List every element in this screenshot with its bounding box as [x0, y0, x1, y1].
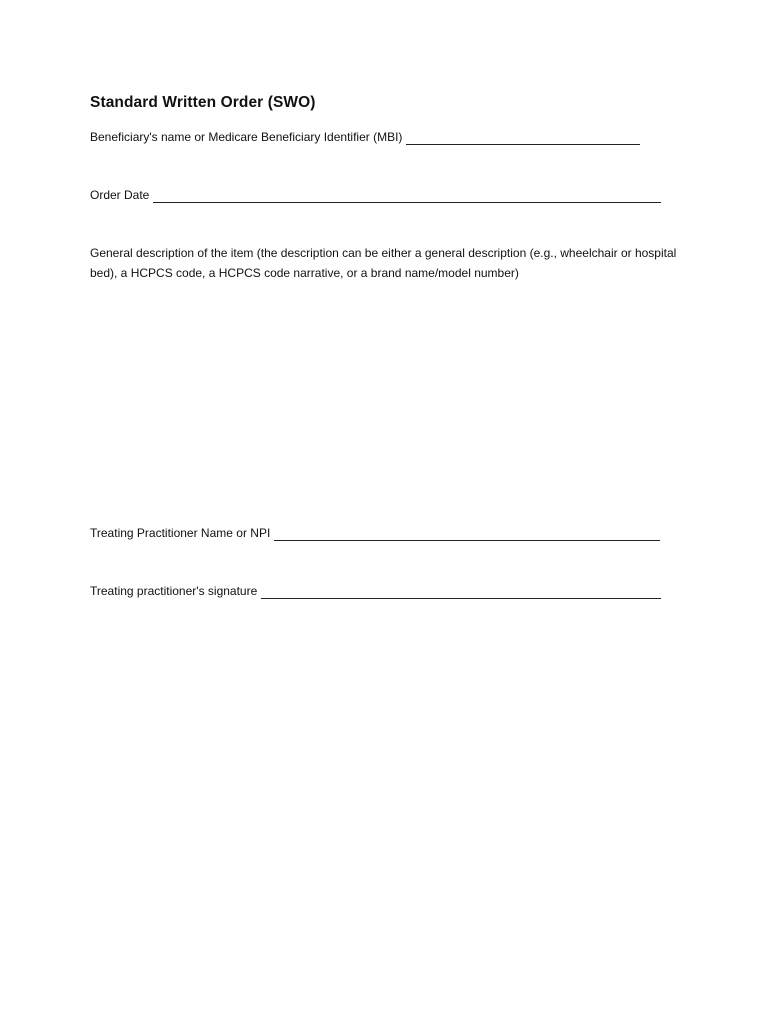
signature-field [90, 584, 661, 599]
practitioner-blank-line[interactable] [274, 527, 660, 541]
form-title: Standard Written Order (SWO) [90, 94, 316, 111]
beneficiary-label: Beneficiary's name or Medicare Beneficiary Identifier (MBI) [90, 130, 403, 144]
practitioner-field [90, 526, 660, 541]
practitioner-label: Treating Practitioner Name or NPI [90, 526, 271, 540]
signature-blank-line[interactable] [261, 585, 661, 599]
order-date-label: Order Date [90, 188, 150, 202]
order-date-blank-line[interactable] [153, 189, 661, 203]
order-date-field [90, 188, 661, 203]
beneficiary-blank-line[interactable] [406, 131, 640, 145]
beneficiary-field [90, 130, 640, 145]
item-description-text: General description of the item (the description can be either a general description (e.g., wheelchair or hospital bed), a HCPCS code, a HCPCS code narrative, or a brand name/model number) [90, 246, 677, 280]
signature-label: Treating practitioner's signature [90, 584, 258, 598]
